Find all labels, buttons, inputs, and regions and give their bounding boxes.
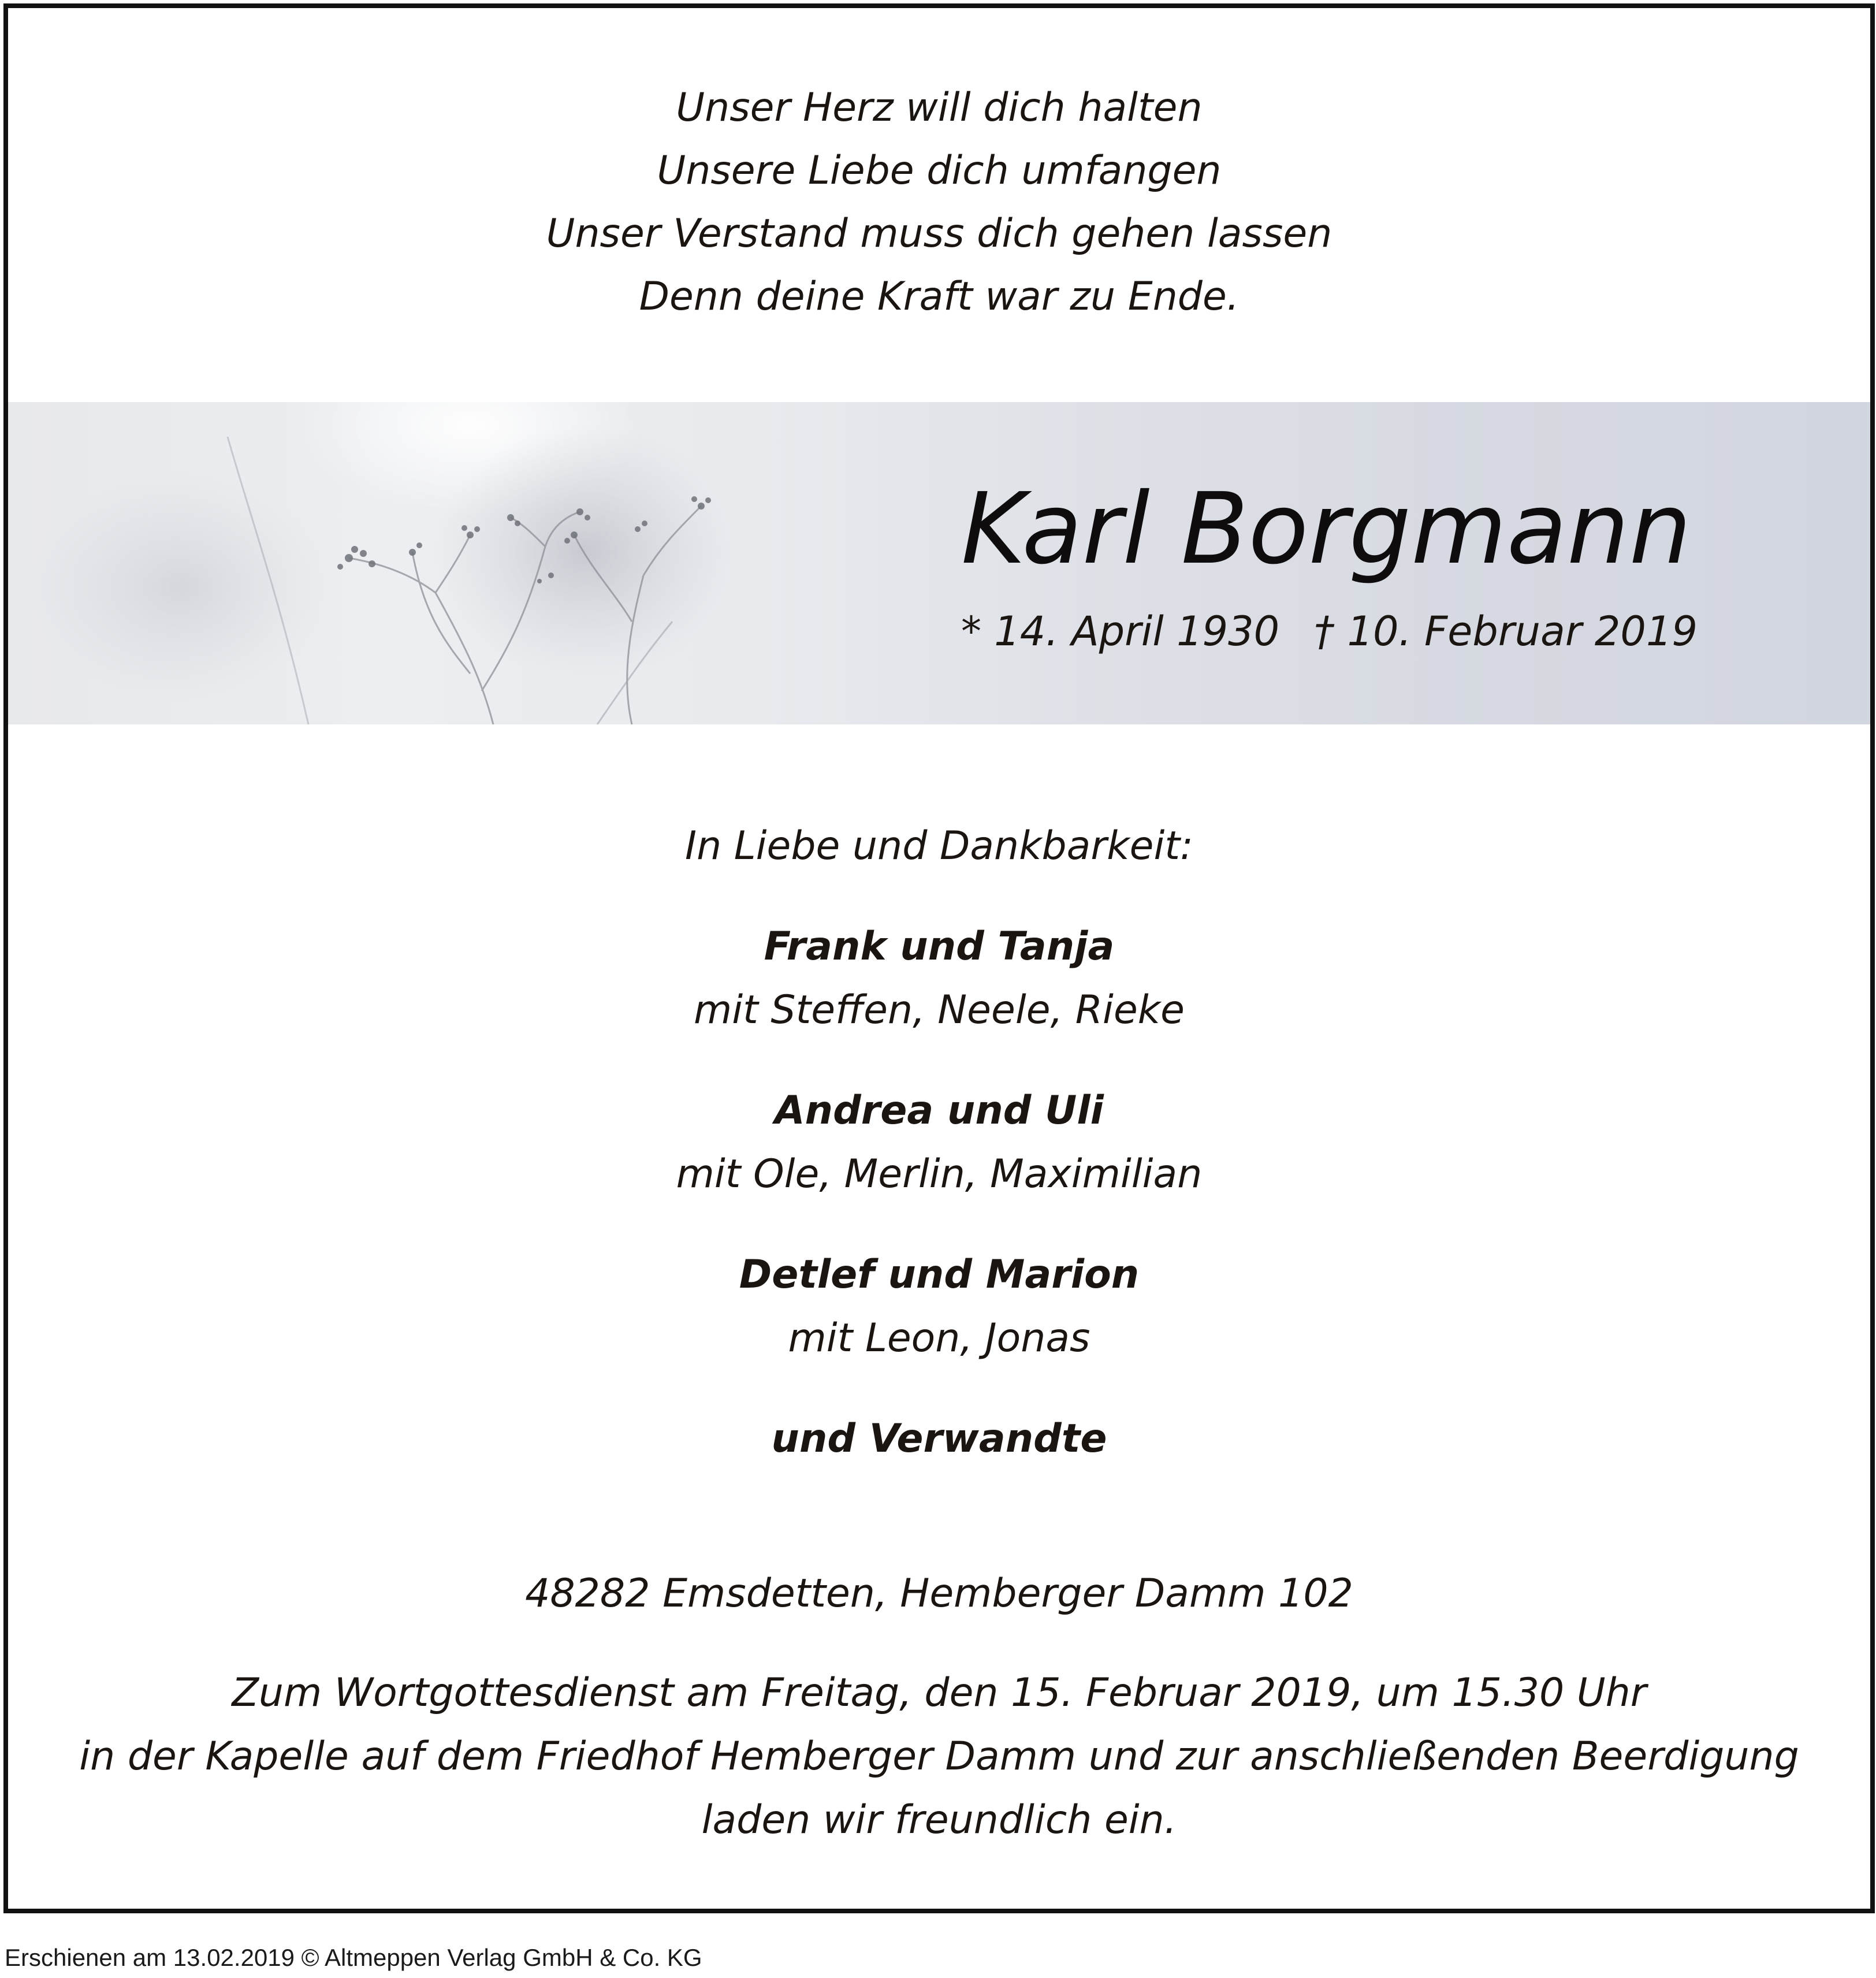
verse-line: Unsere Liebe dich umfangen	[657, 148, 1222, 194]
service-line: laden wir freundlich ein.	[701, 1797, 1177, 1843]
birth-date: * 14. April 1930	[961, 608, 1280, 655]
family-children: mit Steffen, Neele, Rieke	[694, 987, 1185, 1033]
family-names: Andrea und Uli	[775, 1088, 1104, 1133]
intro-line: In Liebe und Dankbarkeit:	[685, 823, 1193, 869]
deceased-name: Karl Borgmann	[961, 472, 1692, 586]
death-date: † 10. Februar 2019	[1314, 608, 1698, 655]
family-names: Detlef und Marion	[739, 1252, 1140, 1297]
publication-footer: Erschienen am 13.02.2019 © Altmeppen Verlag GmbH & Co. KG	[5, 1944, 702, 1971]
family-names: Frank und Tanja	[764, 924, 1115, 969]
verse	[8, 76, 1870, 328]
address: 48282 Emsdetten, Hemberger Damm 102	[525, 1571, 1353, 1616]
verse-line: Unser Verstand muss dich gehen lassen	[546, 211, 1332, 256]
verse-line: Denn deine Kraft war zu Ende.	[639, 274, 1240, 319]
relatives-line: und Verwandte	[771, 1416, 1107, 1462]
service-line: Zum Wortgottesdienst am Freitag, den 15. Februar 2019, um 15.30 Uhr	[232, 1670, 1647, 1716]
name-banner	[8, 402, 1870, 724]
family-children: mit Ole, Merlin, Maximilian	[676, 1151, 1203, 1197]
obituary-notice	[3, 3, 1875, 1913]
life-dates	[961, 605, 1698, 657]
family-children: mit Leon, Jonas	[788, 1315, 1090, 1361]
verse-line: Unser Herz will dich halten	[676, 85, 1203, 131]
frosted-plant-image	[8, 402, 874, 724]
service-line: in der Kapelle auf dem Friedhof Hemberger Damm und zur anschließenden Beerdigung	[79, 1734, 1799, 1779]
